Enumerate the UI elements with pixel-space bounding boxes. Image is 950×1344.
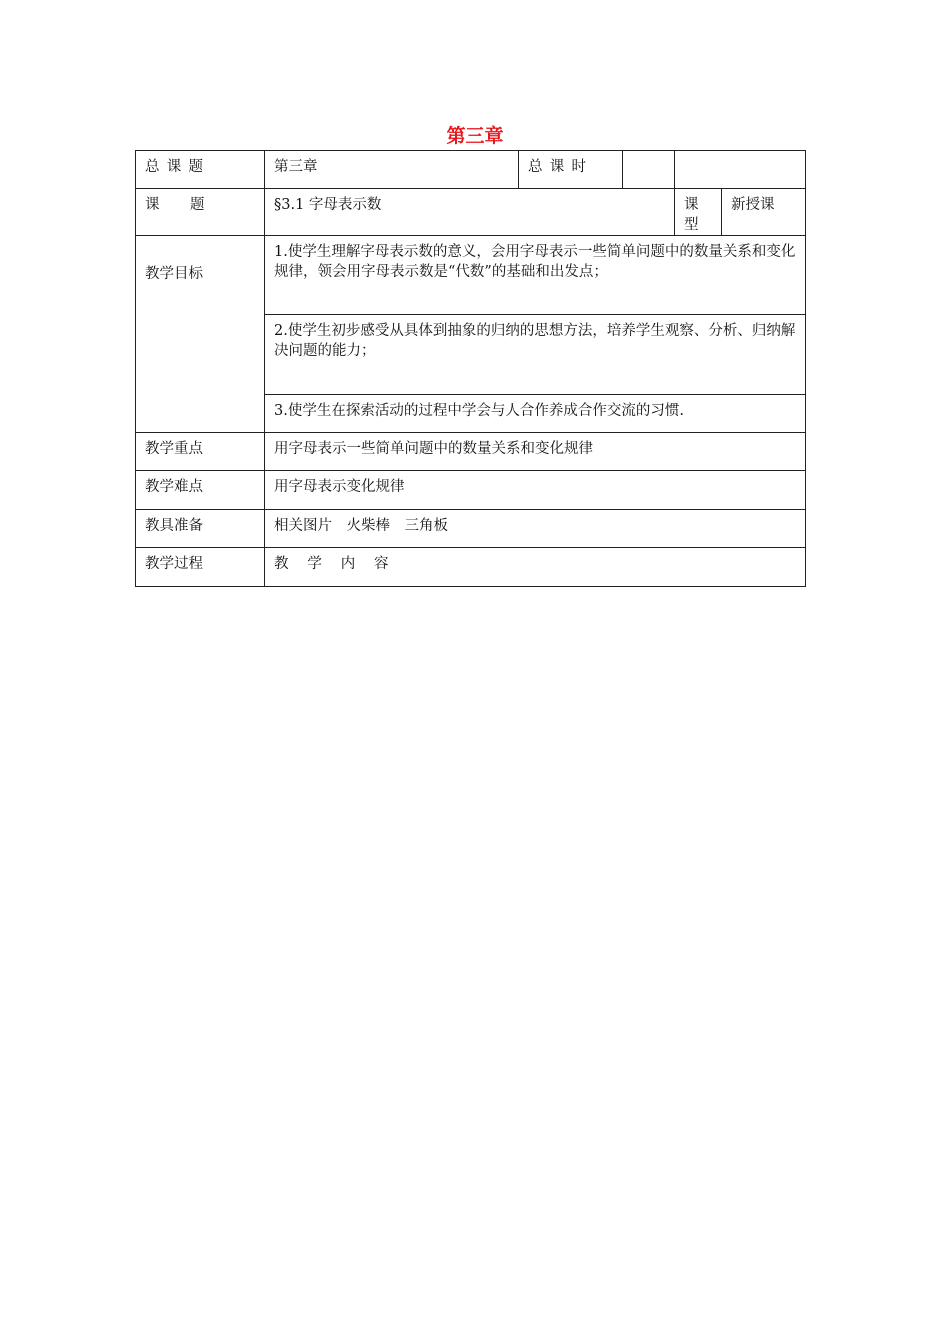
row-key-points bbox=[136, 433, 806, 471]
row-objective-1 bbox=[136, 236, 806, 315]
objectives-label: 教学目标 bbox=[136, 236, 265, 433]
difficulties-label: 教学难点 bbox=[136, 471, 265, 510]
general-topic-value: 第三章 bbox=[265, 151, 519, 189]
difficulties-value: 用字母表示变化规律 bbox=[265, 471, 806, 510]
process-label: 教学过程 bbox=[136, 548, 265, 587]
row-process bbox=[136, 548, 806, 587]
row-general-topic bbox=[136, 151, 806, 189]
row-materials bbox=[136, 510, 806, 548]
total-periods-value bbox=[623, 151, 675, 189]
key-points-value: 用字母表示一些简单问题中的数量关系和变化规律 bbox=[265, 433, 806, 471]
lesson-topic-label: 课题 bbox=[136, 189, 265, 236]
objective-item-2: 2.使学生初步感受从具体到抽象的归纳的思想方法，培养学生观察、分析、归纳解决问题的能力； bbox=[265, 315, 806, 395]
process-value: 教学内容 bbox=[265, 548, 806, 587]
general-topic-label: 总课题 bbox=[136, 151, 265, 189]
blank-cell bbox=[675, 151, 806, 189]
lesson-type-label: 课型 bbox=[675, 189, 722, 236]
lesson-plan-table bbox=[135, 150, 806, 587]
objective-item-3: 3.使学生在探索活动的过程中学会与人合作养成合作交流的习惯. bbox=[265, 395, 806, 433]
objective-item-1: 1.使学生理解字母表示数的意义，会用字母表示一些简单问题中的数量关系和变化规律，领会用字母表示数是“代数”的基础和出发点； bbox=[265, 236, 806, 315]
total-periods-label: 总课时 bbox=[519, 151, 623, 189]
materials-value: 相关图片 火柴棒 三角板 bbox=[265, 510, 806, 548]
row-lesson-topic bbox=[136, 189, 806, 236]
lesson-type-value: 新授课 bbox=[722, 189, 806, 236]
key-points-label: 教学重点 bbox=[136, 433, 265, 471]
materials-label: 教具准备 bbox=[136, 510, 265, 548]
page-title: 第三章 bbox=[446, 125, 504, 147]
lesson-topic-value: §3.1 字母表示数 bbox=[265, 189, 675, 236]
row-difficulties bbox=[136, 471, 806, 510]
